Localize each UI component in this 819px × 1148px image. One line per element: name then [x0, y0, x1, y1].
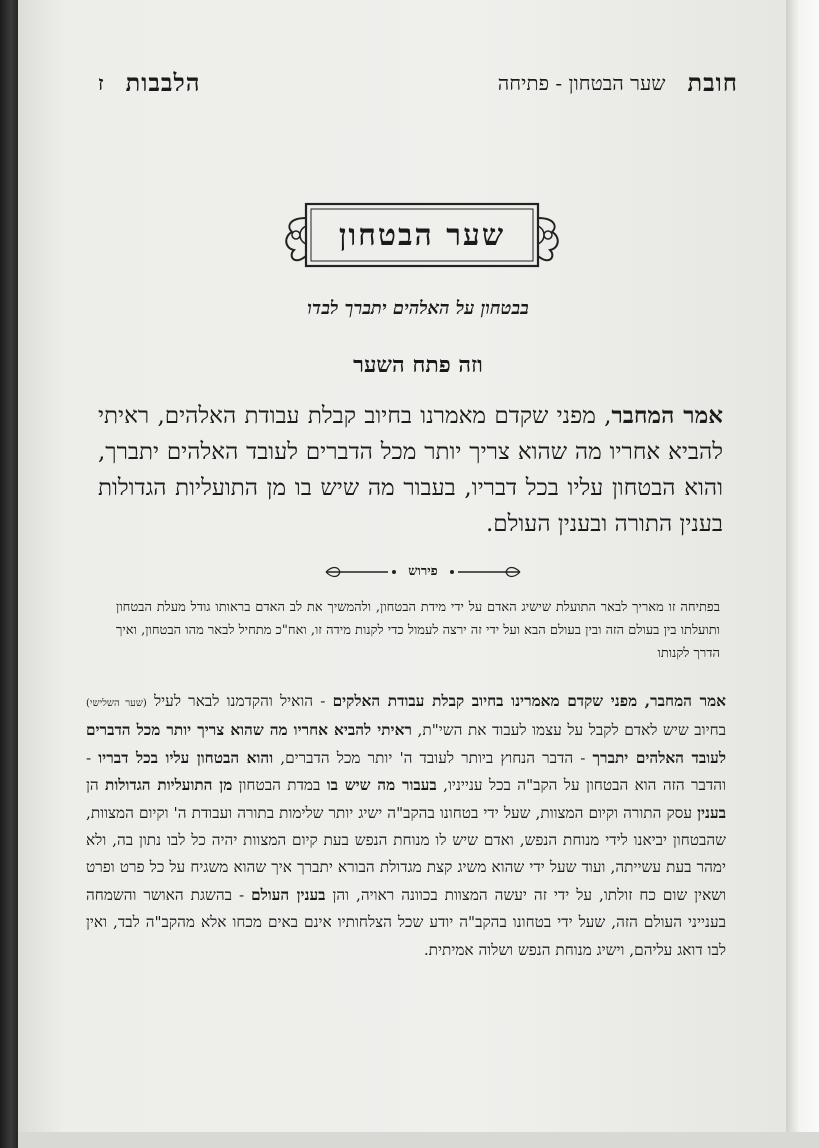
book-page: [18, 0, 786, 1132]
commentary-span: בחיוב שיש לאדם לקבל על עצמו לעבוד את השי"ת,: [411, 721, 726, 740]
page-stack-edge: [786, 0, 819, 1148]
header-section-title: שער הבטחון - פתיחה: [497, 70, 666, 95]
commentary-span: - בהשגת האושר והשמחה בענייני העולם הזה, שעל ידי בטחונו בהקב"ה יודע שכל הצלחותיו אינם באים מכחו אלא מהקב"ה לבד, ואין לבו דואג עליהם, וישיג מנוחת הנפש ושלוה אמיתית.: [86, 885, 726, 959]
commentary-span: - הואיל והקדמנו לבאר לעיל: [146, 692, 333, 710]
commentary-lemma: בעבור מה שיש בו: [326, 776, 437, 795]
header-left-word: חובת: [687, 68, 738, 97]
commentary-label: פירוש: [408, 564, 438, 579]
commentary-text: [86, 688, 726, 964]
running-header-left: [98, 68, 201, 98]
main-text-body: , מפני שקדם מאמרנו בחיוב קבלת עבודת האלהים, ראיתי להביא אחריו מה שהוא צריך יותר מכל הדברים לעובד האלהים יתברך, והוא הבטחון עליו בכל דבריו, בעבור מה שיש בו מן התועליות הגדולות בענין התורה ובענין העולם.: [98, 403, 723, 537]
opening-heading: וזה פתח השער: [353, 352, 483, 378]
commentary-span: עסק התורה וקיום המצוות, שעל ידי בטחונו בהקב"ה ישיג יותר שלימות בתורה ועבודת ה' וקיום המצוות, שהבטחון יביאנו לידי מנוחת הנפש, ואדם שיש לו מנוחת הנפש בעת קיום המצוות יהיה כל לבו נתון בה, ולא ימהר בעת עשייתה, ועוד שעל ידי שהוא משיג קצת מגדולת הבורא יתברך איך שהוא משגיח על כל פרט ופרט ושאין שום כח זולתו, על ידי זה יעשה המצוות בכוונה ראויה, והן: [86, 803, 726, 904]
commentary-lemma: בענין: [697, 803, 726, 822]
commentary-span: הן: [86, 776, 106, 795]
commentary-lemma: בענין העולם: [251, 885, 326, 904]
page-bottom-edge: [18, 1132, 819, 1148]
gate-subtitle: בבטחון על האלהים יתברך לבדו: [307, 298, 529, 319]
page-number: ז: [98, 70, 104, 95]
running-header: [98, 66, 738, 100]
main-text-lead: אמר המחבר: [611, 402, 723, 429]
gate-title: שער הבטחון: [338, 217, 506, 253]
commentary-span: - והדבר הזה הוא הבטחון על הקב"ה בכל ענייניו,: [86, 748, 726, 795]
commentary-lemma: והוא הבטחון עליו בכל דבריו: [98, 748, 274, 767]
running-header-right: [498, 68, 738, 98]
commentary-lemma: ראיתי להביא אחריו מה שהוא צריך יותר מכל הדברים לעובד האלהים יתברך: [86, 721, 726, 767]
intro-note: בפתיחה זו מאריך לבאר התועלת שישיג האדם על ידי מידת הבטחון, ולהמשיך את לב האדם בראותו גודל מעלת הבטחון ותועלתו בין בעולם הזה ובין בעולם הבא ועל ידי זה ירצה לעמול כדי לקנות מידה זו, ואח"כ מתחיל לבאר מהו הבטחון, ואיך הדרך לקנותו: [116, 600, 720, 661]
commentary-span: - הדבר הנחוץ ביותר לעובד ה' יותר מכל הדברים,: [273, 748, 593, 767]
header-right-word: הלבבות: [125, 68, 201, 97]
gate-title-frame: [280, 196, 564, 274]
commentary-lemma: מן התועליות הגדולות: [105, 776, 233, 795]
commentary-reference: (שער השלישי): [86, 698, 147, 709]
commentary-lemma: אמר המחבר, מפני שקדם מאמרינו בחיוב קבלת עבודת האלקים: [332, 692, 726, 710]
book-spine: [0, 0, 18, 1148]
main-text: [98, 398, 723, 542]
commentary-span: במדת הבטחון: [232, 776, 327, 795]
commentary-divider: [318, 562, 528, 582]
